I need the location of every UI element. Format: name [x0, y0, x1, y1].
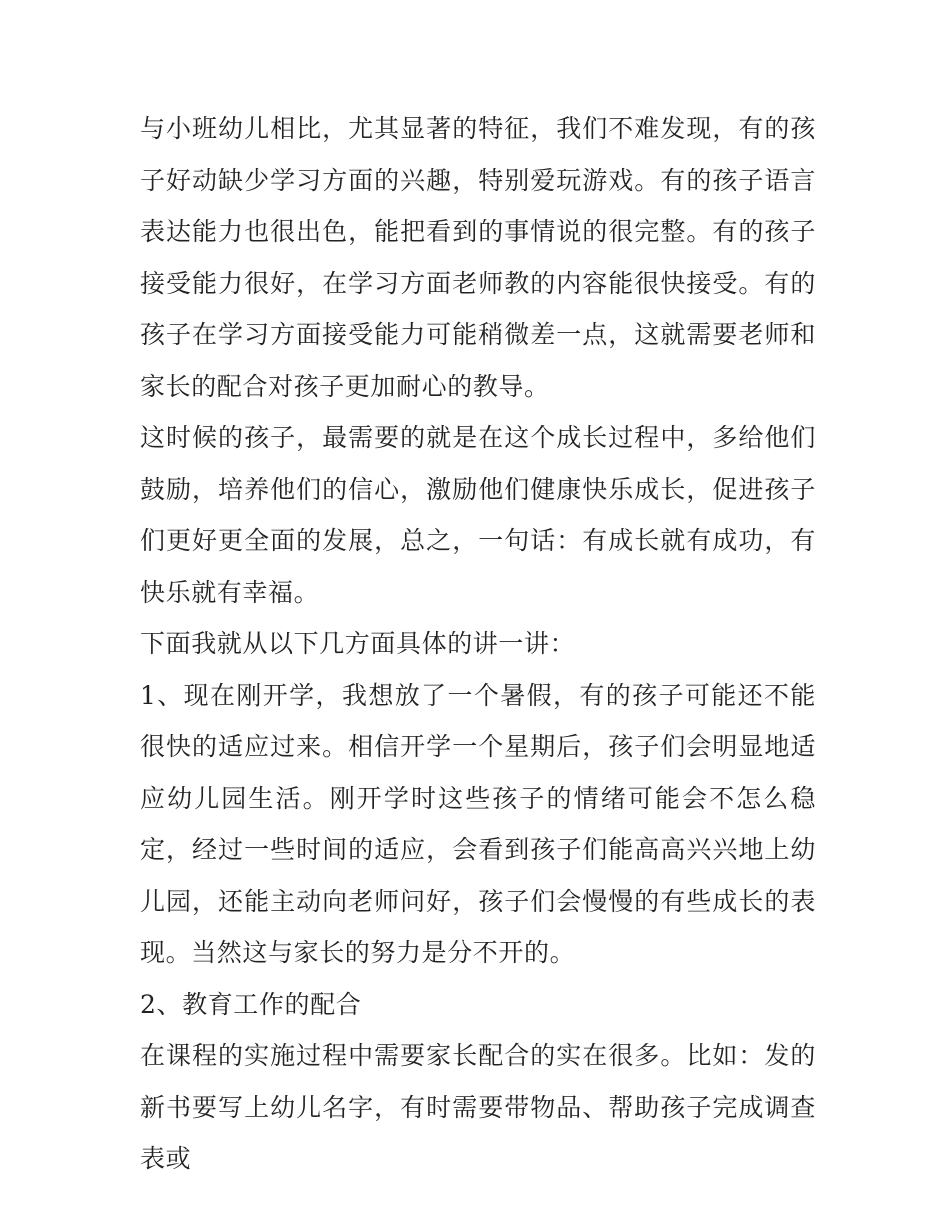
paragraph-1: 与小班幼儿相比，尤其显著的特征，我们不难发现，有的孩子好动缺少学习方面的兴趣，特别爱玩游戏。有的孩子语言表达能力也很出色，能把看到的事情说的很完整。有的孩子接受能力很好，在学习方面老师教的内容能很快接受。有的孩子在学习方面接受能力可能稍微差一点，这就需要老师和家长的配合对孩子更加耐心的教导。: [140, 114, 816, 401]
paragraph-3: 下面我就从以下几方面具体的讲一讲：: [140, 629, 576, 658]
document-body: [140, 103, 816, 1185]
paragraph-6: 在课程的实施过程中需要家长配合的实在很多。比如：发的新书要写上幼儿名字，有时需要带物品、帮助孩子完成调查表或: [140, 1041, 816, 1173]
paragraph-2: 这时候的孩子，最需要的就是在这个成长过程中，多给他们鼓励，培养他们的信心，激励他们健康快乐成长，促进孩子们更好更全面的发展，总之，一句话：有成长就有成功，有快乐就有幸福。: [140, 423, 816, 607]
paragraph-4: 1、现在刚开学，我想放了一个暑假，有的孩子可能还不能很快的适应过来。相信开学一个星期后，孩子们会明显地适应幼儿园生活。刚开学时这些孩子的情绪可能会不怎么稳定，经过一些时间的适应，会看到孩子们能高高兴兴地上幼儿园，还能主动向老师问好，孩子们会慢慢的有些成长的表现。当然这与家长的努力是分不开的。: [140, 680, 816, 967]
section-heading-2: 2、教育工作的配合: [140, 989, 362, 1019]
